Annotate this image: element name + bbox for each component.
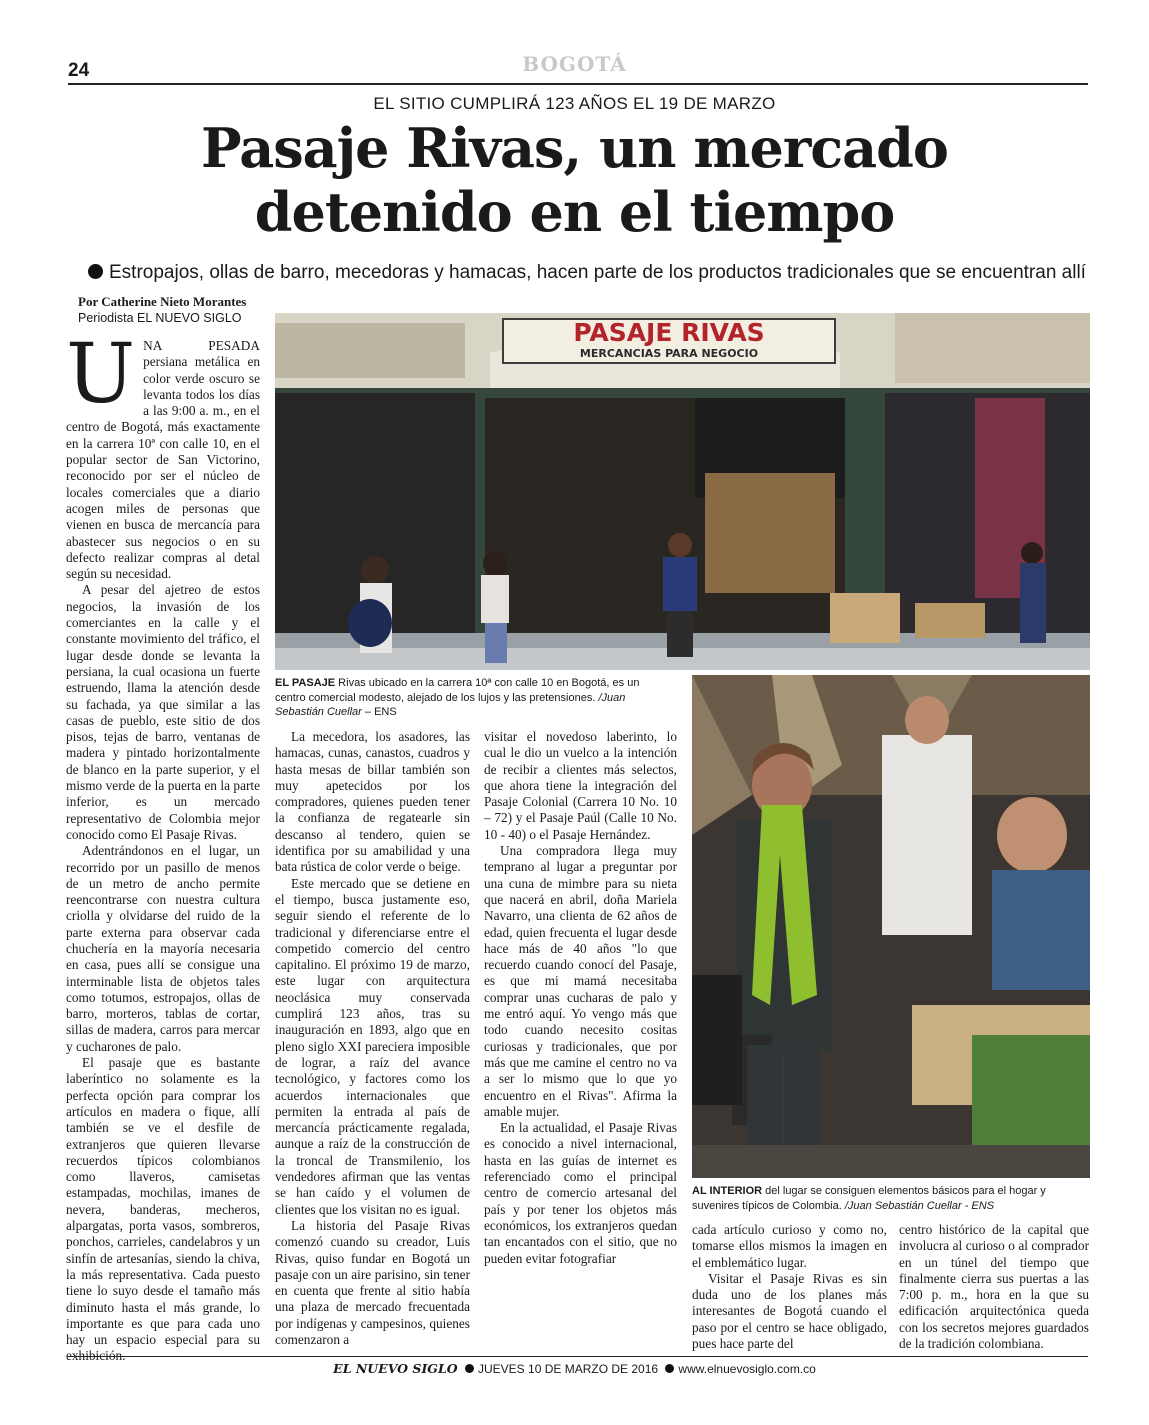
photo-caption-1 xyxy=(275,676,670,720)
paragraph: En la actualidad, el Pasaje Rivas es conocido a nivel internacional, hasta en las guías de internet es referenciado como el principal centro de comercio artesanal del país y por tener los objetos más económicos, los extranjeros quedan tan encantados con el sitio, que no pueden evitar fotografiar xyxy=(484,1120,677,1266)
paragraph: La mecedora, los asadores, las hamacas, cunas, canastos, cuadros y hasta mesas de billar también son muy apetecidos por los compradores, quienes pueden tener la confianza de regatearle sin descanso al tendero, quien se identifica por su amabilidad y una bata rústica de color verde o beige. xyxy=(275,729,470,875)
sign-text-1: PASAJE RIVAS xyxy=(573,318,765,347)
paragraph: visitar el novedoso laberinto, lo cual le dio un vuelco a la intención de recibir a clientes más selectos, que ahora tiene la integración del Pasaje Colonial (Carrera 10 No. 10 – 72) y el Pasaje Paúl (Calle 10 No. 10 - 40) o el Pasaje Hernández. xyxy=(484,729,677,842)
article-column-2 xyxy=(275,729,470,1348)
footer-date: JUEVES 10 DE MARZO DE 2016 xyxy=(478,1362,659,1376)
paragraph: Adentrándonos en el lugar, un recorrido por un pasillo de menos de un metro de ancho permite reencontrarse con nuestra cultura criolla y olvidarse del ruido de la parte externa para observar cada chuchería en la mayoría necesaria en casa, pues allí se consigue una interminable lista de objetos tales como totumos, estropajos, ollas de barro, morteros, tablas de cortar, sillas de madera, carros para mercar y cucharones de palo. xyxy=(66,843,260,1054)
caption-credit: /Juan Sebastián Cuellar xyxy=(275,691,626,718)
deck xyxy=(88,262,1086,284)
caption-credit: /Juan Sebastián Cuellar - ENS xyxy=(844,1199,995,1212)
byline-role: Periodista EL NUEVO SIGLO xyxy=(78,311,242,325)
footer-brand: EL NUEVO SIGLO xyxy=(333,1361,458,1376)
header-rule xyxy=(68,83,1088,85)
article-column-4 xyxy=(692,1222,887,1352)
headline xyxy=(0,116,1149,244)
paragraph: El pasaje que es bastante laberíntico no solamente es la perfecta opción para comprar los artículos en madera o fique, allí también se ve el desfile de extranjeros que quieren llevarse recuerdos típicos colombianos como llaveros, camisetas estampadas, mochilas, imanes de nevera, banderas, mecheros, alpargatas, porta vasos, sombreros, ponchos, carrieles, candelabros y un sinfín de artesanías, siendo la chiva, la más representativa. Cada puesto tiene lo suyo desde el tamaño más diminuto hasta el más grande, lo importante es que para cada uno hay un espacio especial para su exhibición. xyxy=(66,1055,260,1364)
paragraph: A pesar del ajetreo de estos negocios, la invasión de los comerciantes en la calle y el constante movimiento del tráfico, el lugar desde donde se levanta la persiana, la cual ocasiona un fuerte estruendo, llama la atención desde su fachada, ya que similar a las casas de pueblo, este sitio de dos pisos, tejas de barro, ventanas de madera y pintado horizontalmente de blanco en la parte superior, y el mismo verde de la puerta en la parte inferior, es un mercado representativo de Colombia mejor conocido como El Pasaje Rivas. xyxy=(66,582,260,842)
paragraph: NA PESADA persiana metálica en color verde oscuro se levanta todos los días a las 9:00 a. m., en el centro de Bogotá, más exactamente en la carrera 10ª con calle 10, en el popular sector de San Victorino, reconocido por ser el núcleo de locales comerciales que a diario acogen miles de personas que vienen en busca de mercancía para abastecer sus negocios o en su defecto realizar compras al detal según su necesidad. xyxy=(66,338,260,582)
storefront-photo xyxy=(275,313,1090,670)
article-column-3 xyxy=(484,729,677,1267)
interior-photo-image xyxy=(692,675,1090,1178)
paragraph: cada artículo curioso y como no, tomarse ellos mismos la imagen en el emblemático lugar. xyxy=(692,1222,887,1270)
footer-url: www.elnuevosiglo.com.co xyxy=(678,1362,816,1376)
headline-line-1: Pasaje Rivas, un mercado xyxy=(201,116,948,180)
paragraph: Visitar el Pasaje Rivas es sin duda uno de los planes más interesantes de Bogotá cuando el paso por el centro se hace obligado, pues hace parte del xyxy=(692,1270,887,1352)
byline: Por Catherine Nieto Morantes xyxy=(78,294,247,309)
paragraph: centro histórico de la capital que involucra al curioso o al comprador en un túnel del tiempo que finalmente cierra sus puertas a las 7:00 p. m., hora en la que su edificación arquitectónica queda con los secretos mejores guardados de la tradición colombiana. xyxy=(899,1222,1089,1352)
footer xyxy=(0,1361,1149,1376)
caption-text: del lugar se consiguen elementos básicos para el hogar y suvenires típicos de Colombia. xyxy=(692,1185,1046,1212)
page-number: 24 xyxy=(68,60,90,81)
headline-line-2: detenido en el tiempo xyxy=(254,180,895,244)
drop-cap: U xyxy=(66,327,136,422)
sign-text-2: MERCANCIAS PARA NEGOCIO xyxy=(579,347,759,360)
deck-text: Estropajos, ollas de barro, mecedoras y hamacas, hacen parte de los productos tradicionales que se encuentran allí xyxy=(109,262,1086,283)
storefront-photo-image xyxy=(275,313,1090,670)
caption-lead: AL INTERIOR xyxy=(692,1185,763,1197)
paragraph: La historia del Pasaje Rivas comenzó cuando su creador, Luis Rivas, quiso fundar en Bogotá un pasaje con un aire parisino, sin tener en cuenta que frente al sitio había una plaza de mercado frecuentada por indígenas y campesinos, quienes comenzaron a xyxy=(275,1217,470,1347)
article-column-5 xyxy=(899,1222,1089,1352)
caption-agency: – ENS xyxy=(361,706,397,718)
caption-text: Rivas ubicado en la carrera 10ª con calle 10 en Bogotá, es un centro comercial modesto, alejado de los lujos y las pretensiones. xyxy=(275,677,640,704)
paragraph: Este mercado que se detiene en el tiempo, busca justamente eso, seguir siendo el referente de lo tradicional y diferenciarse entre el competido comercio del centro capitalino. El próximo 19 de marzo, este lugar con arquitectura neoclásica muy conservada cumplirá 123 años, tras su inauguración en 1893, algo que en pleno siglo XXI pareciera imposible de lograr, a raíz del avance tecnológico, y factores como los acuerdos internacionales que permiten la entrada al país de mercancía prácticamente regalada, aunque a raíz de la construcción de la troncal de Transmilenio, los vendedores afirman que las ventas se han caído y el volumen de clientes que los visitan no es igual. xyxy=(275,875,470,1217)
caption-lead: EL PASAJE xyxy=(275,677,336,689)
bullet-icon xyxy=(465,1364,474,1373)
photo-caption-2 xyxy=(692,1184,1087,1213)
paragraph: Una compradora llega muy temprano al lugar a preguntar por una cuna de mimbre para su nieta que nacerá en abril, doña Mariela Navarro, una clienta de 62 años de edad, quien frecuenta el lugar desde hace más de 40 años "lo que recuerdo cuando conocí del Pasaje, es que mi mamá necesitaba comprar unas cucharas de palo y me entró aquí. Yo vengo más que todo cuando necesito cositas curiosas y tradicionales, que por más que me camine el centro no va a ser lo mismo que lo que yo encuentro en el Rivas". Afirma la amable mujer. xyxy=(484,843,677,1119)
bullet-icon xyxy=(665,1364,674,1373)
interior-photo xyxy=(692,675,1090,1178)
footer-rule xyxy=(68,1356,1088,1357)
kicker: EL SITIO CUMPLIRÁ 123 AÑOS EL 19 DE MARZO xyxy=(373,94,776,113)
bullet-icon xyxy=(88,264,103,279)
section-label: BOGOTÁ xyxy=(522,52,627,76)
article-column-1 xyxy=(66,327,260,1365)
